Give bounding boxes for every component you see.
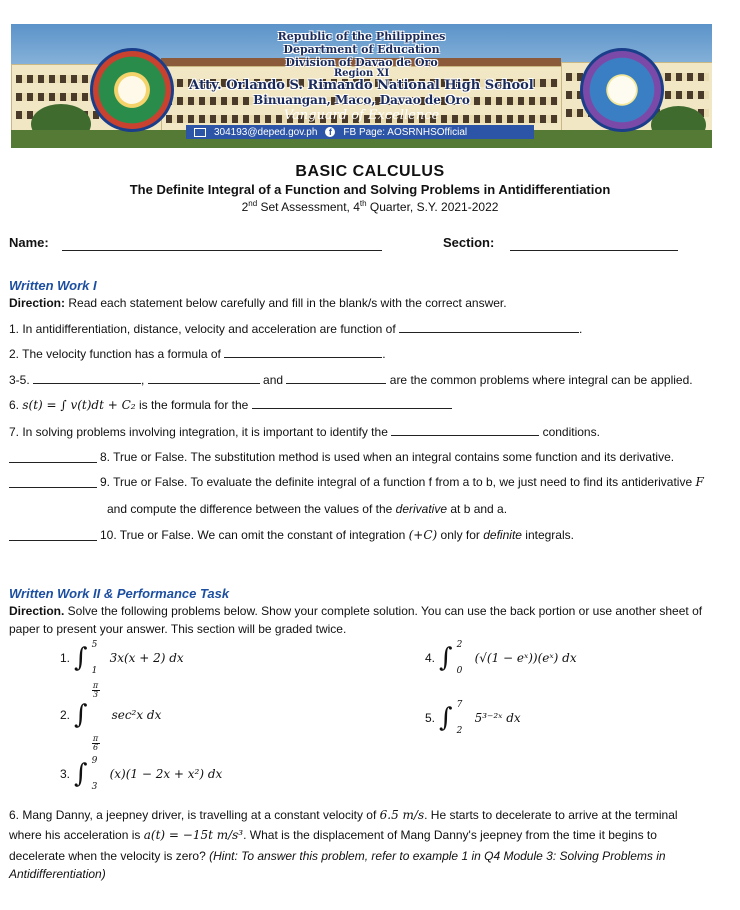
answer-blank[interactable]: [399, 322, 579, 333]
problem-2: 2. ∫ π 3 π 6 sec²x dx: [60, 681, 162, 752]
ww2-direction: Direction. Solve the following problems below. Show your complete solution. You can use the back portion or use another sheet of: [9, 604, 703, 618]
page-title: BASIC CALCULUS: [295, 163, 445, 180]
problem-3: 3. ∫ 9 3 (x)(1 − 2x + x²) dx: [60, 756, 223, 792]
header-line-division: Division of Davao de Oro: [285, 56, 438, 69]
problem-6: 6. Mang Danny, a jeepney driver, is travelling at a constant velocity of 6.5 m/s. He starts to decelerate to arrive at the terminal: [9, 808, 678, 822]
section-field[interactable]: [510, 250, 678, 251]
header-school-name: Atty. Orlando S. Rimando National High School: [189, 78, 534, 93]
school-header-banner: [11, 24, 712, 148]
header-line-republic: Republic of the Philippines: [277, 30, 446, 43]
section-label: Section:: [443, 235, 495, 250]
answer-blank[interactable]: [33, 373, 141, 384]
problem-6-hint-cont: Antidifferentiation): [9, 867, 106, 881]
contact-fb-page: FB Page: AOSRNHSOfficial: [343, 126, 468, 138]
question-9: 9. True or False. To evaluate the definite integral of a function f from a to b, we just need to find its antiderivative F: [100, 475, 704, 489]
header-line-region: Region XI: [333, 68, 390, 79]
ww1-direction: Direction: Read each statement below carefully and fill in the blank/s with the correct answer.: [9, 296, 507, 310]
page-subtitle: The Definite Integral of a Function and Solving Problems in Antidifferentiation: [129, 182, 611, 197]
question-9-cont: and compute the difference between the values of the derivative at b and a.: [107, 502, 508, 516]
answer-blank[interactable]: [148, 373, 260, 384]
name-field[interactable]: [62, 250, 382, 251]
question-1: 1. In antidifferentiation, distance, velocity and acceleration are function of .: [9, 322, 583, 336]
answer-blank[interactable]: [286, 373, 386, 384]
facebook-icon: f: [325, 127, 335, 137]
assessment-line: 2nd Set Assessment, 4th Quarter, S.Y. 2021-2022: [241, 199, 499, 214]
problem-6-line-2: where his acceleration is a(t) = −15t m/s³. What is the displacement of Mang Danny's jeepney from the time it begins to: [9, 828, 657, 842]
answer-blank-9[interactable]: [9, 487, 97, 488]
answer-blank[interactable]: [252, 398, 452, 409]
written-work-2-heading: Written Work II & Performance Task: [9, 586, 230, 601]
answer-blank-8[interactable]: [9, 462, 97, 463]
question-6: 6. s(t) = ∫ v(t)dt + C₂ is the formula for the: [9, 398, 452, 412]
contact-email: 304193@deped.gov.ph: [214, 126, 318, 138]
header-line-deped: Department of Education: [283, 43, 440, 56]
question-8: 8. True or False. The substitution method is used when an integral contains some function and its derivative.: [100, 450, 675, 464]
problem-4: 4. ∫ 2 0 (√(1 − eˣ))(eˣ) dx: [425, 640, 577, 676]
answer-blank-10[interactable]: [9, 540, 97, 541]
mail-icon: [194, 128, 206, 137]
header-address: Binuangan, Maco, Davao de Oro: [253, 93, 470, 107]
question-3-5: 3-5. , and are the common problems where integral can be applied.: [9, 373, 693, 387]
ww2-direction-cont: paper to present your answer. This section will be graded twice.: [9, 622, 347, 636]
contact-strip: [186, 125, 534, 139]
written-work-1-heading: Written Work I: [9, 278, 97, 293]
problem-6-line-3: decelerate when the velocity is zero? (Hint: To answer this problem, refer to example 1 in Q4 Module 3: Solving Problems in: [9, 849, 666, 863]
question-10: 10. True or False. We can omit the constant of integration (+C) only for definite integrals.: [100, 528, 574, 542]
answer-blank[interactable]: [391, 425, 539, 436]
school-motto: Vanguard of Excellence: [283, 108, 440, 123]
question-7: 7. In solving problems involving integration, it is important to identify the conditions.: [9, 425, 600, 439]
question-2: 2. The velocity function has a formula of .: [9, 347, 386, 361]
problem-5: 5. ∫ 7 2 5³⁻²ˣ dx: [425, 700, 521, 736]
problem-1: 1. ∫ 5 1 3x(x + 2) dx: [60, 640, 184, 676]
name-label: Name:: [9, 235, 49, 250]
answer-blank[interactable]: [224, 347, 382, 358]
